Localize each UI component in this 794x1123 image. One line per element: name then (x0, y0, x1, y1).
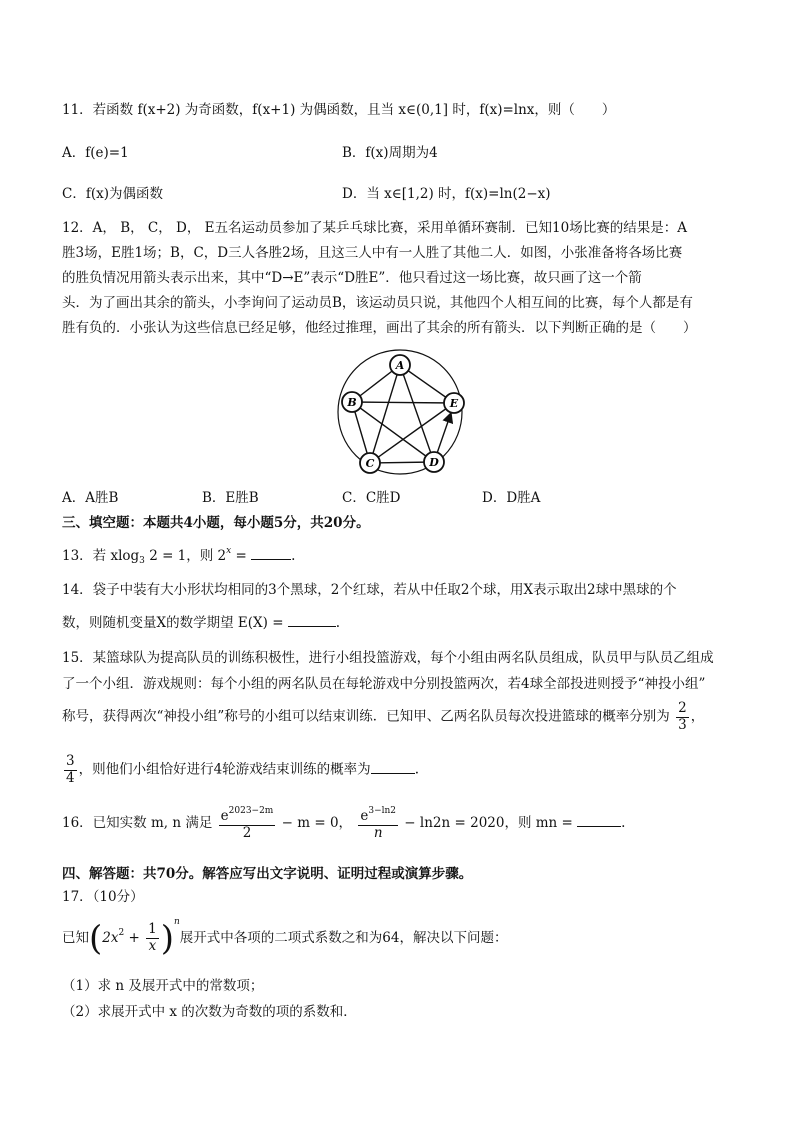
q15-fraction-1-num: 2 (678, 700, 687, 716)
q16-f2-base: e (360, 808, 369, 824)
edge-b-e (352, 402, 454, 403)
q17-part-1: （1）求 n 及展开式中的常数项； (62, 978, 264, 994)
q12-option-c: C．C胜D (342, 490, 401, 506)
q17-plus: + (124, 930, 145, 946)
q15-line-1: 15．某篮球队为提高队员的训练积极性，进行小组投篮游戏，每个小组由两名队员组成，队员甲与队员乙组成 (62, 650, 714, 666)
node-c-label: C (365, 457, 375, 470)
q14-answer-blank[interactable] (288, 612, 336, 627)
q16-f2-exp: 3−ln2 (368, 806, 397, 816)
node-d-label: D (429, 456, 439, 469)
q15-answer-blank[interactable] (371, 759, 415, 774)
q15-fraction-2 (64, 754, 77, 786)
q13-post: = (231, 548, 252, 564)
node-e-label: E (449, 397, 459, 410)
node-b-label: B (347, 396, 357, 409)
q14-line-1: 14．袋子中装有大小形状均相同的3个黑球，2个红球，若从中任取2个球，用X表示取出2球中黑球的个 (62, 582, 677, 598)
diagram-edges (352, 365, 454, 463)
node-a-label: A (395, 359, 405, 372)
q15-line-4: ，则他们小组恰好进行4轮游戏结束训练的概率为 (78, 761, 371, 778)
q14-line-2: 数，则随机变量X的数学期望 E(X) = (62, 615, 288, 631)
tournament-diagram (330, 346, 470, 478)
edge-a-d (400, 365, 434, 462)
q12-option-a: A．A胜B (62, 490, 119, 506)
q15-fraction-1 (676, 701, 689, 733)
q11-option-c: C．f(x)为偶函数 (62, 186, 163, 202)
q17-intro (62, 917, 508, 959)
q17-term-a: 2x (102, 930, 119, 946)
q15-line-3-wrap (62, 701, 704, 733)
q17-right-paren: ) (160, 918, 174, 959)
q16-mid-1: − m = 0， (277, 815, 353, 832)
q16-fraction-2-den: n (373, 824, 383, 841)
q16 (62, 806, 625, 841)
q12-line-5: 胜有负的．小张认为这些信息已经足够，他经过推理，画出了其余的所有箭头．以下判断正确的是（ ） (62, 320, 697, 336)
q17-pre: 已知 (62, 930, 89, 946)
q15-fraction-2-den: 4 (66, 769, 75, 786)
q17-fraction (146, 922, 159, 954)
edge-a-c (370, 365, 400, 463)
q11-option-d: D．当 x∈[1,2) 时，f(x)=ln(2−x) (342, 186, 551, 202)
q17-fraction-den: x (148, 938, 157, 954)
q17-outer-exp: n (173, 917, 180, 927)
q13-pre: 13．若 xlog (62, 548, 140, 564)
q16-fraction-1-den: 2 (242, 824, 252, 841)
q17-term-a-exp: 2 (118, 928, 125, 938)
q15-end: . (414, 761, 419, 778)
q12-option-d: D．D胜A (482, 490, 541, 506)
q15-fraction-1-den: 3 (678, 716, 687, 733)
q16-fraction-2 (358, 806, 398, 841)
q16-fraction-1-num (219, 806, 276, 826)
section-4-heading: 四、解答题：共70分。解答应写出文字说明、证明过程或演算步骤。 (62, 866, 473, 882)
q15-line-4-wrap (62, 754, 419, 786)
q16-fraction-1 (219, 806, 276, 841)
q15-line-2: 了一个小组．游戏规则：每个小组的两名队员在每轮游戏中分别投篮两次，若4球全部投进则授予“神投小组” (62, 676, 706, 692)
q16-end: . (621, 815, 626, 832)
q11-option-a: A．f(e)=1 (62, 145, 129, 161)
q13-exponent: x (226, 546, 232, 556)
q16-mid-2: − ln2n = 2020，则 mn = (400, 815, 578, 832)
q17-heading: 17．（10分） (62, 889, 144, 905)
q16-f1-base: e (220, 808, 229, 824)
q12-line-1: 12．A， B， C， D， E五名运动员参加了某乒乓球比赛，采用单循环赛制．已知10场比赛的结果是：A (62, 220, 687, 236)
q11-option-b: B．f(x)周期为4 (342, 145, 438, 161)
q13-mid: 2 = 1，则 2 (144, 548, 227, 564)
q12-line-4: 头．为了画出其余的箭头，小李询问了运动员B，该运动员只说，其他四个人相互间的比赛，每个人都是有 (62, 295, 693, 311)
q16-f1-exp: 2023−2m (228, 806, 274, 816)
q17-left-paren: ( (89, 918, 103, 959)
q12-line-3: 的胜负情况用箭头表示出来，其中“D→E”表示“D胜E”．他只看过这一场比赛，故只画了这一个箭 (62, 270, 642, 286)
q13-end: . (291, 548, 296, 564)
q13-answer-blank[interactable] (251, 545, 291, 560)
section-3-heading: 三、填空题：本题共4小题，每小题5分，共20分。 (62, 515, 370, 531)
edge-b-d (352, 402, 434, 462)
q17-fraction-num: 1 (148, 921, 157, 938)
q12-option-b: B．E胜B (202, 490, 259, 506)
q15-comma: ， (690, 708, 705, 725)
q16-answer-blank[interactable] (577, 812, 621, 827)
q16-pre: 16．已知实数 m, n 满足 (62, 815, 213, 832)
q17-post: 展开式中各项的二项式系数之和为64，解决以下问题： (179, 930, 508, 946)
q16-fraction-2-num (358, 806, 398, 826)
q14-line-2-wrap (62, 611, 340, 631)
q11-stem: 11．若函数 f(x+2) 为奇函数，f(x+1) 为偶函数，且当 x∈(0,1] 时，f(x)=lnx，则（ ） (62, 102, 616, 118)
q12-line-2: 胜3场，E胜1场；B，C，D三人各胜2场，且这三人中有一人胜了其他二人．如图，小张准备将各场比赛 (62, 245, 683, 261)
q13 (62, 544, 295, 566)
q17-part-2: （2）求展开式中 x 的次数为奇数的项的系数和． (62, 1004, 357, 1020)
q15-fraction-2-num: 3 (66, 753, 75, 769)
q13-log-base: 3 (139, 556, 145, 566)
q14-end: . (335, 615, 341, 631)
q15-line-3: 称号，获得两次“神投小组”称号的小组可以结束训练．已知甲、乙两名队员每次投进篮球的概率分别为 (62, 708, 670, 725)
